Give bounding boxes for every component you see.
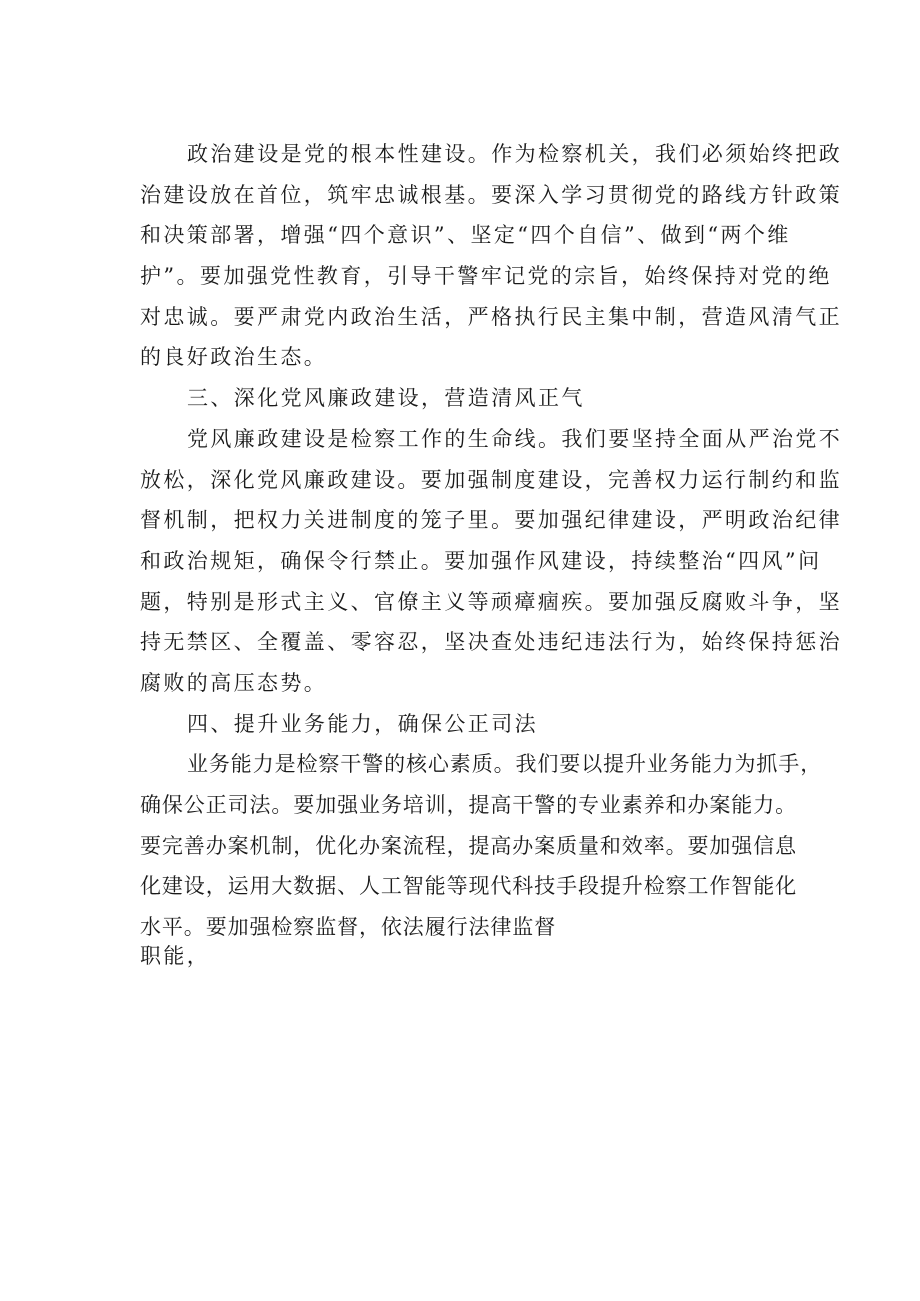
paragraph-integrity-line-2: 放松，深化党风廉政建设。要加强制度建设，完善权力运行制约和监 [140, 467, 842, 492]
paragraph-integrity-line-7: 腐败的高压态势。 [140, 670, 328, 695]
paragraph-ability-line-2: 确保公正司法。要加强业务培训，提高干警的专业素养和办案能力。 [140, 793, 797, 817]
paragraph-political-line-1: 政治建设是党的根本性建设。作为检察机关，我们必须始终把政 [187, 142, 843, 166]
paragraph-integrity-line-5: 题，特别是形式主义、官僚主义等顽瘴痼疾。要加强反腐败斗争，坚 [140, 589, 842, 614]
paragraph-ability-line-3: 要完善办案机制，优化办案流程，提高办案质量和效率。要加强信息 [140, 833, 797, 858]
paragraph-political-line-5: 对忠诚。要严肃党内政治生活，严格执行民主集中制，营造风清气正 [140, 304, 842, 329]
paragraph-integrity-line-3: 督机制，把权力关进制度的笼子里。要加强纪律建设，严明政治纪律 [140, 508, 842, 533]
paragraph-political-line-3: 和决策部署，增强“四个意识”、坚定“四个自信”、做到“两个维 [140, 223, 791, 248]
paragraph-ability-line-5: 水平。要加强检察监督，依法履行法律监督 [140, 915, 557, 940]
document-body [140, 134, 843, 970]
paragraph-integrity-line-1: 党风廉政建设是检察工作的生命线。我们要坚持全面从严治党不 [187, 426, 843, 451]
paragraph-integrity-line-4: 和政治规矩，确保令行禁止。要加强作风建设，持续整治“四风”问 [140, 548, 822, 573]
paragraph-political-line-6: 的良好政治生态。 [140, 345, 328, 370]
paragraph-ability-line-1: 业务能力是检察干警的核心素质。我们要以提升业务能力为抓手， [187, 752, 823, 777]
paragraph-integrity-line-6: 持无禁区、全覆盖、零容忍，坚决查处违纪违法行为，始终保持惩治 [140, 630, 842, 655]
paragraph-political-line-4: 护”。要加强党性教育，引导干警牢记党的宗旨，始终保持对党的绝 [140, 264, 832, 289]
paragraph-ability-line-6: 职能， [140, 943, 211, 968]
section-heading-4: 四、提升业务能力，确保公正司法 [187, 711, 538, 736]
paragraph-ability-line-4: 化建设，运用大数据、人工智能等现代科技手段提升检察工作智能化 [140, 874, 797, 899]
section-heading-3: 三、深化党风廉政建设，营造清风正气 [187, 386, 585, 411]
paragraph-political-line-2: 治建设放在首位，筑牢忠诚根基。要深入学习贯彻党的路线方针政策 [140, 182, 842, 207]
